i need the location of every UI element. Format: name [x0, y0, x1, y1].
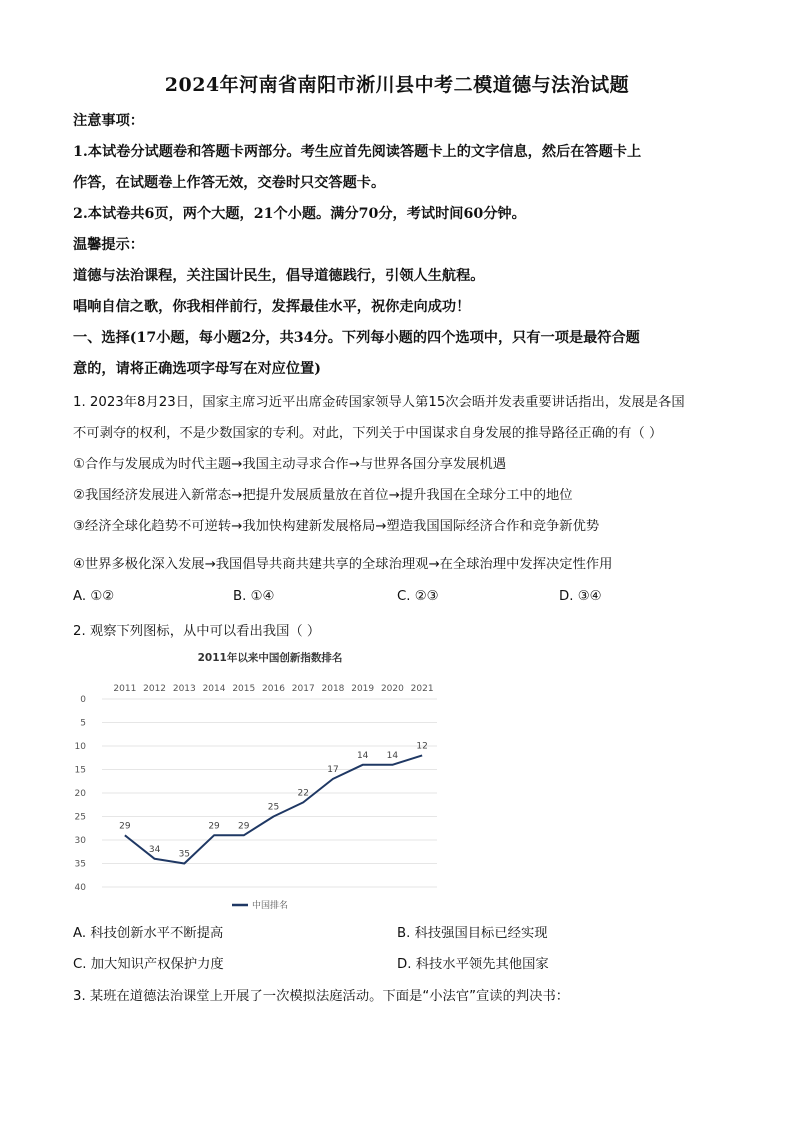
data-label: 17	[327, 764, 339, 775]
section1-line2: 意的，请将正确选项字母写在对应位置)	[73, 361, 321, 377]
q1-option-d: D. ③④	[559, 589, 602, 604]
x-tick-label: 2019	[351, 684, 375, 694]
data-label: 14	[356, 750, 369, 761]
x-tick-label: 2013	[172, 684, 196, 694]
q1-statement-3: ③经济全球化趋势不可逆转→我加快构建新发展格局→塑造我国国际经济合作和竞争新优势	[73, 519, 600, 534]
y-tick-label: 30	[74, 836, 86, 846]
x-tick-label: 2021	[410, 684, 434, 694]
data-label: 12	[416, 741, 428, 752]
y-tick-label: 10	[74, 742, 86, 752]
x-tick-label: 2015	[232, 684, 256, 694]
q2-option-d: D. 科技水平领先其他国家	[397, 957, 549, 972]
data-label: 29	[208, 821, 220, 832]
data-label: 29	[119, 821, 131, 832]
x-tick-label: 2017	[291, 684, 315, 694]
x-tick-label: 2011	[113, 684, 137, 694]
x-tick-label: 2016	[262, 684, 285, 694]
q3-stem: 3. 某班在道德法治课堂上开展了一次模拟法庭活动。下面是“小法官”宣读的判决书：	[73, 989, 570, 1004]
notice-item1-line2: 作答，在试题卷上作答无效，交卷时只交答题卡。	[73, 175, 386, 191]
y-tick-label: 15	[74, 765, 86, 776]
y-tick-label: 40	[74, 883, 86, 893]
section1-line1: 一、选择(17小题，每小题2分，共34分。下列每小题的四个选项中，只有一项是最符合题	[73, 330, 640, 346]
data-label: 35	[178, 849, 191, 860]
tips-line1: 道德与法治课程，关注国计民生，倡导道德践行，引领人生航程。	[73, 268, 485, 284]
chart-svg	[70, 645, 450, 915]
notice-item2: 2.本试卷共6页，两个大题，21个小题。满分70分，考试时间60分钟。	[73, 206, 526, 222]
innovation-rank-chart	[70, 645, 450, 915]
tips-heading: 温馨提示：	[73, 237, 144, 253]
q1-statement-2: ②我国经济发展进入新常态→把提升发展质量放在首位→提升我国在全球分工中的地位	[73, 488, 573, 503]
q1-statement-4: ④世界多极化深入发展→我国倡导共商共建共享的全球治理观→在全球治理中发挥决定性作用	[73, 557, 613, 572]
data-label: 22	[297, 788, 309, 799]
q1-stem-line2: 不可剥夺的权利，不是少数国家的专利。对此，下列关于中国谋求自身发展的推导路径正确的有（ ）	[73, 426, 663, 441]
q2-option-a: A. 科技创新水平不断提高	[73, 926, 224, 941]
y-tick-label: 5	[80, 718, 86, 729]
data-label: 25	[267, 802, 280, 813]
legend-label: 中国排名	[252, 901, 289, 911]
q1-option-a: A. ①②	[73, 589, 115, 604]
q1-option-b: B. ①④	[233, 589, 275, 604]
x-tick-label: 2020	[380, 684, 404, 694]
x-tick-label: 2012	[143, 684, 167, 694]
notice-heading: 注意事项：	[73, 113, 144, 129]
q1-statement-1: ①合作与发展成为时代主题→我国主动寻求合作→与世界各国分享发展机遇	[73, 457, 507, 472]
data-label: 14	[386, 750, 399, 761]
chart-title: 2011年以来中国创新指数排名	[197, 652, 343, 664]
data-label: 34	[148, 844, 161, 855]
y-tick-label: 35	[74, 859, 86, 870]
y-tick-label: 0	[80, 695, 86, 705]
exam-title: 2024年河南省南阳市淅川县中考二模道德与法治试题	[164, 74, 630, 96]
tips-line2: 唱响自信之歌，你我相伴前行，发挥最佳水平，祝你走向成功！	[73, 299, 471, 315]
y-tick-label: 25	[74, 812, 86, 823]
q2-option-c: C. 加大知识产权保护力度	[73, 957, 224, 972]
data-label: 29	[238, 821, 250, 832]
x-tick-label: 2018	[321, 684, 345, 694]
q1-stem-line1: 1. 2023年8月23日，国家主席习近平出席金砖国家领导人第15次会晤并发表重要讲话指出，发展是各国	[73, 395, 685, 410]
q2-option-b: B. 科技强国目标已经实现	[397, 926, 548, 941]
notice-item1-line1: 1.本试卷分试题卷和答题卡两部分。考生应首先阅读答题卡上的文字信息，然后在答题卡上	[73, 144, 642, 160]
y-tick-label: 20	[74, 789, 86, 799]
q1-option-c: C. ②③	[397, 589, 439, 604]
q2-stem: 2. 观察下列图标，从中可以看出我国（ ）	[73, 624, 321, 639]
x-tick-label: 2014	[202, 684, 226, 694]
